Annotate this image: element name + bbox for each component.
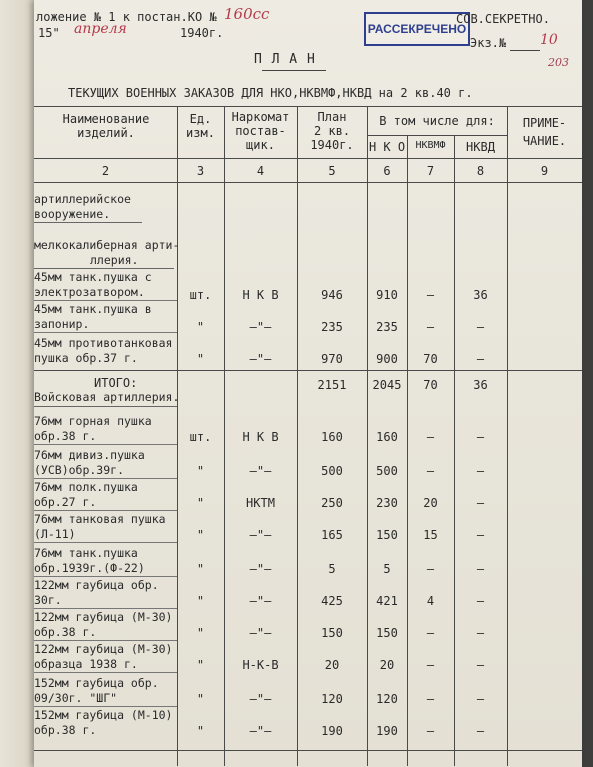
cell-nko: 190	[376, 724, 398, 738]
col-header-name: Наименование изделий.	[62, 112, 150, 140]
subheader-rule	[367, 135, 507, 136]
cell-nko: 230	[376, 496, 398, 510]
cell-plan: 150	[321, 626, 343, 640]
cell-nkvd: –	[476, 626, 485, 640]
col-header-nkvd: НКВД	[466, 140, 495, 154]
cell-nkvd: –	[476, 496, 485, 510]
copy-underline	[510, 50, 540, 51]
item-name: 76мм дивиз.пушка (УСВ)обр.39г.	[34, 448, 145, 477]
page-subtitle: ТЕКУЩИХ ВОЕННЫХ ЗАКАЗОВ ДЛЯ НКО,НКВМФ,НКВД на 2 кв.40 г.	[68, 86, 473, 100]
col-header-including: В том числе для:	[379, 114, 495, 128]
cell-nkvd: –	[476, 464, 485, 478]
cell-comm: –"–	[249, 724, 272, 738]
cell-plan: 165	[321, 528, 343, 542]
section-heading: мелкокалиберная арти- ллерия.	[34, 238, 180, 267]
header-bottom-rule	[34, 158, 582, 159]
copy-number-handwritten: 10	[540, 32, 558, 48]
secrecy-label: СОВ.СЕКРЕТНО.	[456, 12, 550, 26]
cell-comm: –"–	[249, 562, 272, 576]
col-divider	[507, 106, 508, 766]
item-name: 152мм гаубица (М-10) обр.38 г.	[34, 708, 173, 737]
cell-comm: –"–	[249, 594, 272, 608]
appendix-number-handwritten: 160сс	[224, 5, 270, 23]
cell-nkvd: –	[476, 528, 485, 542]
item-name: 122мм гаубица (М-30) образца 1938 г.	[34, 642, 173, 671]
total-top-rule	[34, 370, 582, 371]
item-name: 76мм танк.пушка обр.1939г.(Ф-22)	[34, 546, 145, 575]
cell-unit: "	[196, 692, 205, 706]
page-number-handwritten: 203	[548, 56, 569, 69]
cell-comm: –"–	[249, 692, 272, 706]
cell-nkvd: –	[476, 658, 485, 672]
item-name: 152мм гаубица обр. 09/30г. "ШГ"	[34, 676, 159, 705]
cell-comm: Н-К-В	[242, 658, 279, 672]
cell-plan: 190	[321, 724, 343, 738]
col-number: 4	[256, 164, 265, 178]
cell-nko: 500	[376, 464, 398, 478]
declassified-stamp: РАССЕКРЕЧЕНО	[364, 12, 470, 46]
cell-nkvmf: –	[426, 464, 435, 478]
cell-nkvmf: 4	[426, 594, 435, 608]
section-underline	[34, 268, 174, 269]
cell-nkvmf: –	[426, 658, 435, 672]
cell-plan: 20	[324, 658, 340, 672]
row-rule	[34, 542, 177, 543]
binding-shadow	[581, 0, 593, 767]
col-header-plan: План 2 кв. 1940г.	[310, 110, 354, 152]
col-number: 7	[426, 164, 435, 178]
row-rule	[34, 672, 177, 673]
section-heading: артиллерийское вооружение.	[34, 192, 131, 221]
cell-nko: 160	[376, 430, 398, 444]
col-header-note: ПРИМЕ- ЧАНИЕ.	[522, 116, 567, 148]
date-day: 15"	[38, 26, 60, 40]
cell-plan: 120	[321, 692, 343, 706]
cell-comm: НКТМ	[246, 496, 275, 510]
item-name: 76мм горная пушка обр.38 г.	[34, 414, 152, 443]
section-underline	[34, 222, 142, 223]
date-year: 1940г.	[180, 26, 224, 40]
row-rule	[34, 444, 177, 445]
item-name: 76мм полк.пушка обр.27 г.	[34, 480, 138, 509]
title-underline	[262, 70, 326, 71]
row-rule	[34, 510, 177, 511]
col-number: 6	[383, 164, 391, 178]
cell-nko: 150	[376, 528, 398, 542]
cell-nkvd: –	[476, 724, 485, 738]
cell-nko: 150	[376, 626, 398, 640]
row-rule	[34, 640, 177, 641]
cell-plan: 250	[321, 496, 343, 510]
document-page: ложение № 1 к постан.КО № 160сс 15" апреля 1940г. РАССЕКРЕЧЕНО СОВ.СЕКРЕТНО. Экз.№ 10 203 П Л А Н ТЕКУЩИХ ВОЕННЫХ ЗАКАЗОВ ДЛЯ НКО,НКВМФ,НКВД на 2 кв.40 г. Наименование изделий. Ед. изм. Наркомат постав- щик. План 2 кв. 1940г. В том числе для: Н К О НКВМФ НКВД ПРИМЕ- ЧАНИЕ. 2 3 4 5 6 7 8 9 артиллерийское вооружение. мелкокалиберная арти- ллерия. Войсковая артиллерия. 45мм танк.пушка с электрозатвором. шт. Н К В 946 910 – 36 45мм танк.пушка в запонир. " –"– 235 235 – – 45мм противотанковая пушка обр.37 г. " –"– 970 900 70 – ИТОГО: 2151 2045 70 36 76мм горная пушка обр.38 г. шт. Н К В 160 160 – – 76мм дивиз.пушка (УСВ)обр.39г. " –"– 500 500 – – 76мм полк.пушка обр.27 г. " НКТМ 250 230 20 – 76мм танковая пушка (Л-11) " –"– 165 150 15 – 76мм танк.пушка обр.1939г.(Ф-22) " –"– 5 5 – – 122мм гаубица обр. 30г. " –"– 425 421 4 – 122мм гаубица (М-30) обр.38 г. " –"– 150 150 – – 122мм гаубица (М-30) образца 1938 г. " Н-К-В 20 20 – – 152мм гаубица обр. 09/30г. "ШГ" " –"– 120 120 – – 152мм гаубица (М-10) обр.38 г. " –"– 190 190 – –	[34, 0, 582, 767]
row-rule	[34, 608, 177, 609]
cell-nko: 120	[376, 692, 398, 706]
cell-unit: "	[196, 594, 205, 608]
col-number: 2	[101, 164, 110, 178]
row-rule	[34, 478, 177, 479]
cell-comm: Н К В	[242, 430, 279, 444]
cell-nkvmf: –	[426, 692, 435, 706]
cell-unit: "	[196, 562, 205, 576]
col-header-commissariat: Наркомат постав- щик.	[231, 110, 290, 152]
page-title: П Л А Н	[254, 52, 316, 67]
col-header-unit: Ед. изм.	[186, 112, 215, 140]
cell-nkvd: –	[476, 430, 485, 444]
cell-nkvmf: –	[426, 626, 435, 640]
item-name: 122мм гаубица (М-30) обр.38 г.	[34, 610, 173, 639]
cell-nko: 5	[383, 562, 391, 576]
cell-plan: 160	[321, 430, 343, 444]
cell-unit: "	[196, 528, 205, 542]
cell-comm: –"–	[249, 528, 272, 542]
cell-plan: 500	[321, 464, 343, 478]
cell-nko: 421	[376, 594, 398, 608]
cell-unit: "	[196, 658, 205, 672]
cell-comm: –"–	[249, 626, 272, 640]
col-number: 3	[196, 164, 205, 178]
col-header-nko: Н К О	[368, 140, 406, 154]
cell-nkvmf: –	[426, 430, 435, 444]
table-bottom-rule	[34, 750, 582, 751]
cell-nkvd: –	[476, 562, 485, 576]
section-heading: Войсковая артиллерия.	[34, 390, 180, 404]
row-rule	[34, 706, 177, 707]
cell-unit: "	[196, 464, 205, 478]
cell-nkvmf: 15	[423, 528, 438, 542]
cell-unit: "	[196, 626, 205, 640]
total-label: ИТОГО:	[94, 376, 138, 390]
item-name: 122мм гаубица обр. 30г.	[34, 578, 159, 607]
row-rule	[34, 576, 177, 577]
cell-nkvd: –	[476, 692, 485, 706]
item-name: 76мм танковая пушка (Л-11)	[34, 512, 166, 541]
appendix-line: ложение № 1 к постан.КО №	[36, 10, 217, 24]
cell-nkvmf: –	[426, 562, 435, 576]
cell-plan: 5	[328, 562, 336, 576]
cell-nkvd: –	[476, 594, 485, 608]
col-number: 5	[328, 164, 336, 178]
section-underline	[34, 406, 177, 407]
cell-unit: "	[196, 496, 205, 510]
number-row-rule	[34, 182, 582, 183]
col-number: 9	[540, 164, 549, 178]
cell-unit: "	[196, 724, 205, 738]
cell-unit: шт.	[189, 430, 212, 444]
copy-label: Экз.№	[470, 36, 507, 50]
col-number: 8	[476, 164, 485, 178]
date-month-handwritten: апреля	[74, 21, 127, 37]
table-top-rule	[34, 106, 582, 107]
cell-nko: 20	[379, 658, 395, 672]
cell-nkvmf: –	[426, 724, 435, 738]
cell-nkvmf: 20	[423, 496, 438, 510]
col-header-nkvmf: НКВМФ	[415, 140, 446, 151]
cell-comm: –"–	[249, 464, 272, 478]
cell-plan: 425	[321, 594, 343, 608]
